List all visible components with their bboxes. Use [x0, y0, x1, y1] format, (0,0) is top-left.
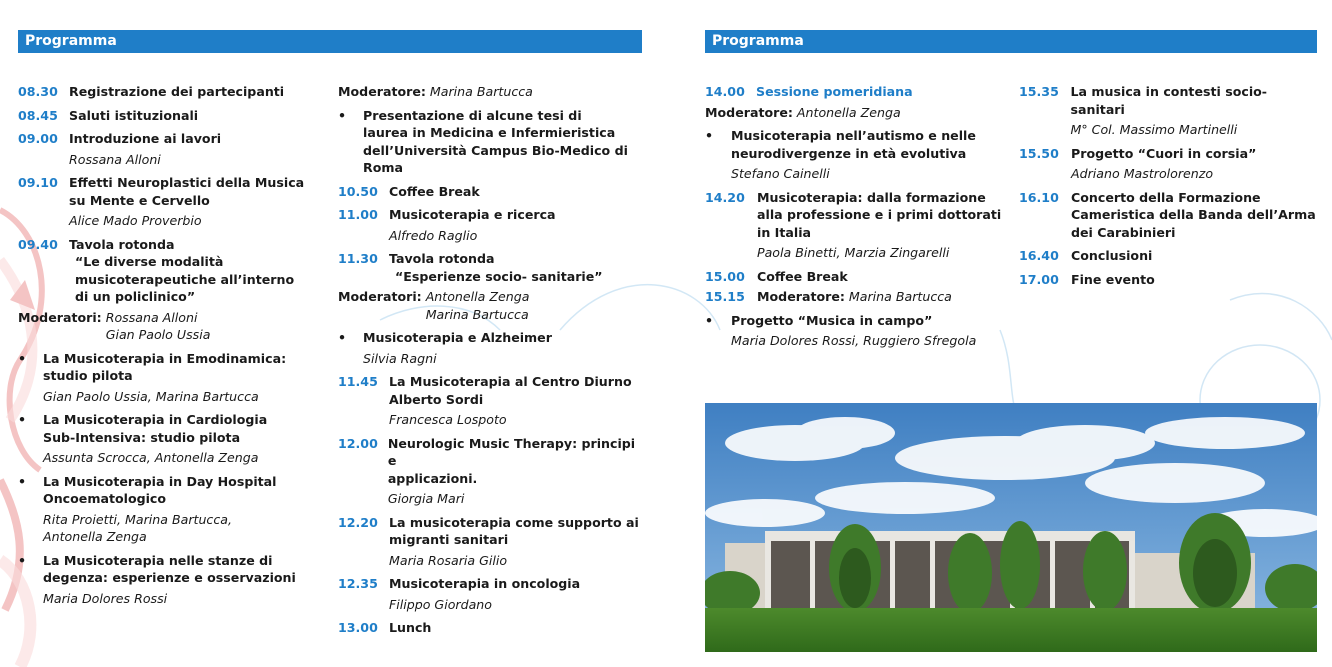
moderator-name: Antonella Zenga: [425, 289, 530, 304]
entry-title: Introduzione ai lavori: [69, 131, 222, 146]
entry-time: 15.50: [1019, 145, 1059, 161]
moderator-name: Rossana Alloni: [105, 309, 198, 325]
moderator-name: Gian Paolo Ussia: [105, 327, 211, 342]
left-program-header-title: Programma: [25, 33, 117, 49]
entry-title: applicazioni.: [387, 470, 478, 486]
entry-speaker: Paola Binetti, Marzia Zingarelli: [757, 245, 950, 260]
schedule-entry: [338, 514, 642, 570]
bullet-title: La Musicoterapia in Emodinamica:: [43, 350, 287, 366]
entry-time: 15.35: [1019, 84, 1059, 99]
moderator-label: Moderatore:: [757, 289, 845, 304]
bullet-icon: •: [18, 350, 27, 366]
entry-subtitle: musicoterapeutiche all’interno: [75, 271, 295, 287]
entry-time: 08.30: [18, 84, 58, 99]
bullet-icon: •: [338, 107, 347, 123]
entry-title: La Musicoterapia al Centro Diurno: [389, 374, 632, 389]
moderator-line: [705, 104, 1005, 122]
entry-title: Coffee Break: [389, 183, 480, 199]
entry-title: Musicoterapia: dalla formazione: [757, 189, 986, 205]
moderators-block: [18, 309, 318, 344]
bullet-title: neurodivergenze in età evolutiva: [731, 145, 967, 161]
entry-title: migranti sanitari: [389, 532, 509, 547]
bullet-item: [18, 473, 318, 546]
schedule-entry: [705, 83, 1005, 101]
entry-title: su Mente e Cervello: [69, 192, 210, 208]
moderator-label: Moderatore:: [338, 84, 426, 99]
schedule-entry: [18, 107, 318, 125]
moderators-label: Moderatori:: [338, 289, 422, 304]
entry-title: Concerto della Formazione: [1071, 189, 1261, 205]
schedule-entry: [1019, 271, 1319, 289]
entry-title: in Italia: [757, 224, 812, 240]
entry-time: 13.00: [338, 620, 378, 635]
schedule-entry: [338, 619, 642, 637]
entry-title: Registrazione dei partecipanti: [69, 84, 285, 99]
moderator-name: Marina Bartucca: [848, 289, 952, 304]
entry-title: Neurologic Music Therapy: principi e: [387, 435, 636, 468]
bullet-title: Sub-Intensiva: studio pilota: [43, 429, 241, 445]
bullet-item: [18, 411, 318, 467]
moderator-line: [338, 83, 642, 101]
entry-time: 08.45: [18, 107, 58, 123]
entry-time: 09.40: [18, 236, 58, 252]
entry-title: Tavola rotonda: [69, 236, 175, 252]
entry-speaker: Alice Mado Proverbio: [69, 213, 202, 228]
entry-title: Coffee Break: [757, 268, 848, 284]
entry-time: 16.10: [1019, 189, 1059, 205]
entry-title: dei Carabinieri: [1071, 224, 1176, 240]
bullet-speaker: Assunta Scrocca, Antonella Zenga: [43, 450, 259, 465]
entry-title: Musicoterapia e ricerca: [389, 207, 556, 222]
bullet-speaker: Antonella Zenga: [43, 529, 147, 544]
entry-time: 12.00: [338, 435, 378, 451]
entry-title: Progetto “Cuori in corsia”: [1071, 145, 1257, 161]
bullet-icon: •: [18, 552, 27, 568]
bullet-speaker: Stefano Cainelli: [731, 166, 830, 181]
bullet-title: laurea in Medicina e Infermieristica: [363, 125, 616, 140]
entry-title: Effetti Neuroplastici della Musica: [69, 175, 305, 190]
bullet-title: Progetto “Musica in campo”: [731, 312, 933, 328]
entry-title: Lunch: [389, 620, 432, 635]
moderators-label: Moderatori:: [18, 309, 102, 325]
bullet-title: Musicoterapia nell’autismo e nelle: [731, 128, 976, 143]
entry-time: 14.20: [705, 189, 745, 205]
entry-time: 12.20: [338, 514, 378, 530]
bullet-title: Roma: [363, 160, 403, 175]
bullet-title: Presentazione di alcune tesi di: [363, 107, 582, 123]
schedule-entry: [338, 435, 642, 508]
left-schedule-column-1: [18, 83, 318, 607]
bullet-title: La Musicoterapia in Cardiologia: [43, 412, 268, 427]
entry-time: 15.15: [705, 289, 745, 304]
entry-time: 10.50: [338, 183, 378, 199]
entry-speaker: M° Col. Massimo Martinelli: [1070, 122, 1238, 137]
moderator-label: Moderatore:: [705, 104, 793, 120]
entry-time: 09.00: [18, 131, 58, 146]
entry-title: Saluti istituzionali: [69, 107, 199, 123]
left-program-header: [18, 30, 642, 53]
bullet-speaker: Maria Dolores Rossi: [43, 590, 168, 606]
schedule-entry: [18, 130, 318, 168]
schedule-entry: [705, 268, 1005, 286]
entry-time: 12.35: [338, 576, 378, 591]
campus-building-photo: [705, 403, 1317, 652]
entry-title: alla professione e i primi dottorati: [757, 207, 1002, 222]
schedule-entry: [338, 183, 642, 201]
schedule-entry: [338, 206, 642, 244]
bullet-item: [338, 107, 642, 177]
entry-subtitle: di un policlinico”: [75, 289, 196, 304]
bullet-speaker: Gian Paolo Ussia, Marina Bartucca: [43, 388, 259, 404]
entry-speaker: Giorgia Mari: [387, 491, 465, 506]
schedule-entry: [338, 250, 642, 285]
entry-subtitle: “Esperienze socio- sanitarie”: [395, 268, 603, 284]
session-title: Sessione pomeridiana: [756, 84, 913, 99]
schedule-entry: [338, 373, 642, 429]
entry-time: 14.00: [705, 84, 745, 99]
moderator-name: Marina Bartucca: [429, 84, 533, 99]
moderators-block: [338, 288, 642, 323]
schedule-entry: [1019, 189, 1319, 242]
bullet-icon: •: [18, 473, 27, 489]
bullet-title: Musicoterapia e Alzheimer: [363, 330, 552, 345]
bullet-title: degenza: esperienze e osservazioni: [43, 570, 296, 585]
entry-time: 09.10: [18, 175, 58, 190]
schedule-entry: [1019, 83, 1319, 139]
entry-title: La musicoterapia come supporto ai: [389, 514, 639, 530]
bullet-title: La Musicoterapia in Day Hospital: [43, 473, 277, 489]
schedule-entry: [18, 83, 318, 101]
bullet-title: La Musicoterapia nelle stanze di: [43, 552, 273, 568]
bullet-item: [18, 350, 318, 406]
moderator-name: Antonella Zenga: [796, 104, 901, 120]
bullet-item: [705, 312, 1005, 350]
bullet-icon: •: [705, 128, 714, 143]
schedule-entry: [18, 236, 318, 306]
right-schedule-column-2: [1019, 83, 1319, 288]
entry-title: Cameristica della Banda dell’Arma: [1071, 207, 1316, 222]
right-program-header: [705, 30, 1317, 53]
schedule-entry: [338, 575, 642, 613]
schedule-entry: [1019, 145, 1319, 183]
entry-time: 15.00: [705, 268, 745, 284]
bullet-icon: •: [18, 412, 27, 427]
bullet-speaker: Rita Proietti, Marina Bartucca,: [43, 511, 232, 527]
bullet-item: [338, 329, 642, 367]
entry-time: 11.45: [338, 374, 378, 389]
moderator-name: Marina Bartucca: [425, 306, 529, 322]
entry-speaker: Alfredo Raglio: [389, 227, 478, 243]
entry-subtitle: “Le diverse modalità: [75, 254, 224, 269]
entry-speaker: Filippo Giordano: [389, 596, 492, 612]
entry-speaker: Maria Rosaria Gilio: [389, 552, 508, 568]
entry-speaker: Rossana Alloni: [69, 151, 161, 167]
schedule-entry: [705, 189, 1005, 262]
entry-speaker: Francesca Lospoto: [389, 412, 507, 427]
entry-title: Alberto Sordi: [389, 391, 484, 407]
entry-time: 11.00: [338, 207, 378, 222]
entry-time: 16.40: [1019, 248, 1059, 263]
entry-time: 17.00: [1019, 271, 1059, 287]
bullet-item: [18, 552, 318, 608]
bullet-icon: •: [705, 312, 714, 328]
schedule-entry: [1019, 247, 1319, 265]
schedule-entry: [18, 174, 318, 230]
bullet-speaker: Silvia Ragni: [363, 350, 437, 366]
bullet-title: studio pilota: [43, 368, 133, 383]
entry-title: Fine evento: [1071, 271, 1155, 287]
entry-speaker: Adriano Mastrolorenzo: [1071, 166, 1214, 181]
entry-title: La musica in contesti socio-sanitari: [1070, 84, 1268, 117]
bullet-item: [705, 127, 1005, 183]
entry-time: 11.30: [338, 251, 378, 266]
bullet-title: Oncoematologico: [43, 491, 167, 506]
right-schedule-column-1: [705, 83, 1005, 350]
left-schedule-column-2: [338, 83, 642, 637]
bullet-title: dell’Università Campus Bio-Medico di: [363, 142, 628, 158]
entry-title: Conclusioni: [1071, 248, 1153, 263]
entry-title: Tavola rotonda: [389, 251, 495, 266]
bullet-speaker: Maria Dolores Rossi, Ruggiero Sfregola: [731, 333, 977, 348]
schedule-entry: [705, 288, 1005, 306]
entry-title: Musicoterapia in oncologia: [389, 576, 581, 591]
right-program-header-title: Programma: [712, 33, 804, 49]
bullet-icon: •: [338, 330, 347, 345]
